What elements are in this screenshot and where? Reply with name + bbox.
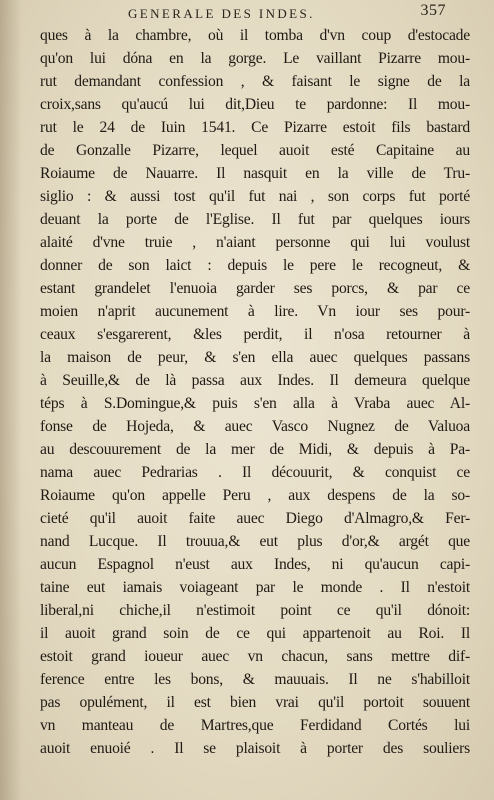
text-line: fonse de Hojeda, & auec Vasco Nugnez de Valuoa [40, 418, 470, 435]
page-number: 357 [420, 2, 446, 19]
running-title: GENERALE DES INDES. [128, 6, 315, 21]
text-line: estoit grand ioueur auec vn chacun, sans mettre dif- [40, 648, 470, 665]
text-line: ference entre les bons, & mauuais. Il ne s'habilloit [40, 671, 470, 688]
text-line: nand Lucque. Il trouua,& eut plus d'or,& argét que [40, 533, 470, 550]
body-text [40, 24, 470, 760]
text-line: ceaux s'esgarerent, &les perdit, il n'osa retourner à [40, 326, 470, 343]
text-line: Roiaume qu'on appelle Peru , aux despens de la so- [40, 487, 470, 504]
text-line: la maison de peur, & s'en ella auec quelques passans [40, 349, 470, 366]
text-line: cieté qu'il auoit faite auec Diego d'Almagro,& Fer- [40, 510, 470, 527]
text-line: au descouurement de la mer de Midi, & depuis à Pa- [40, 441, 470, 458]
text-line: rut demandant confession , & faisant le signe de la [40, 73, 470, 90]
text-line: moien n'aprit aucunement à lire. Vn iour ses pour- [40, 303, 470, 320]
text-line: vn manteau de Martres,que Ferdidand Cortés lui [40, 717, 470, 734]
running-head [128, 2, 446, 24]
text-line: à Seuille,& de là passa aux Indes. Il demeura quelque [40, 372, 470, 389]
text-line: croix,sans qu'aucú lui dit,Dieu te pardonne: Il mou- [40, 96, 470, 113]
text-line: donner de son laict : depuis le pere le recogneut, & [40, 257, 470, 274]
text-line: il auoit grand soin de ce qui appartenoit au Roi. Il [40, 625, 470, 642]
text-line: de Gonzalle Pizarre, lequel auoit esté Capitaine au [40, 142, 470, 159]
text-line: auoit enuoié . Il se plaisoit à porter des souliers [40, 740, 470, 757]
text-line: estant grandelet l'enuoia garder ses porcs, & par ce [40, 280, 470, 297]
text-line: pas opulément, il est bien vrai qu'il portoit souuent [40, 694, 470, 711]
gutter-shadow [0, 0, 22, 800]
text-line: nama auec Pedrarias . Il découurit, & conquist ce [40, 464, 470, 481]
text-line: rut le 24 de Iuin 1541. Ce Pizarre estoit fils bastard [40, 119, 470, 136]
text-line: deuant la porte de l'Eglise. Il fut par quelques iours [40, 211, 470, 228]
text-line: aucun Espagnol n'eust aux Indes, ni qu'aucun capi- [40, 556, 470, 573]
text-line: ques à la chambre, où il tomba d'vn coup d'estocade [40, 27, 470, 44]
text-line: liberal,ni chiche,il n'estimoit point ce qu'il dónoit: [40, 602, 470, 619]
text-line: taine eut iamais voiageant par le monde . Il n'estoit [40, 579, 470, 596]
text-line: qu'on lui dóna en la gorge. Le vaillant Pizarre mou- [40, 50, 470, 67]
text-line: siglio : & aussi tost qu'il fut nai , son corps fut porté [40, 188, 470, 205]
text-line: téps à S.Domingue,& puis s'en alla à Vraba auec Al- [40, 395, 470, 412]
text-line: alaité d'vne truie , n'aiant personne qui lui voulust [40, 234, 470, 251]
text-line: Roiaume de Nauarre. Il nasquit en la ville de Tru- [40, 165, 470, 182]
